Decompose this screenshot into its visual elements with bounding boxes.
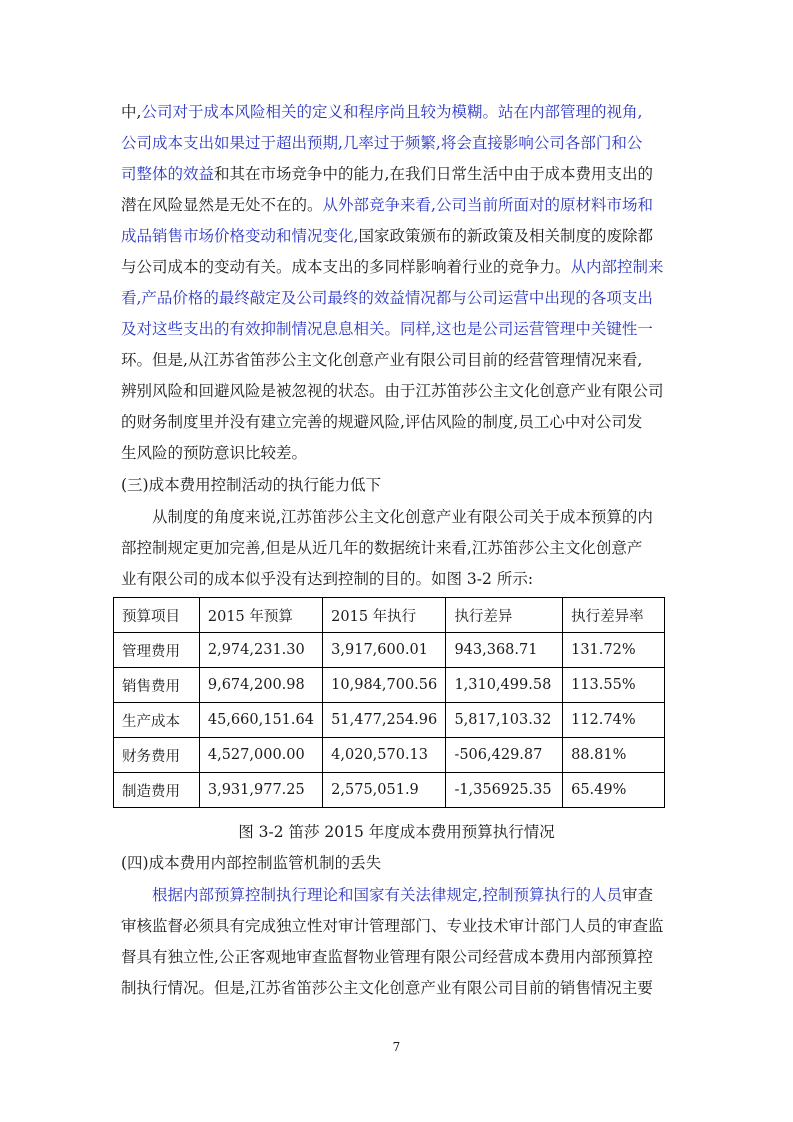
text-line <box>121 128 677 159</box>
table-cell: 65.49% <box>563 773 665 808</box>
table-cell: 9,674,200.98 <box>199 668 322 703</box>
text-line <box>121 564 677 595</box>
section-heading-3: (三)成本费用控制活动的执行能力低下 <box>121 476 382 494</box>
body-text: 的财务制度里并没有建立完善的规避风险,评估风险的制度,员工心中对公司发 <box>121 413 643 431</box>
body-text: 环。但是,从江苏省笛莎公主文化创意产业有限公司目前的经营管理情况来看, <box>121 351 643 369</box>
highlighted-text: 司整体的效益 <box>121 165 215 183</box>
body-text: 国家政策颁布的新政策及相关制度的废除都 <box>358 227 653 245</box>
table-cell: 1,310,499.58 <box>446 668 563 703</box>
table-header-cell: 执行差异 <box>446 598 563 633</box>
section-heading-4: (四)成本费用内部控制监管机制的丢失 <box>121 854 382 872</box>
highlighted-text: 控制预算执行的人员 <box>482 886 622 904</box>
table-row <box>114 738 665 773</box>
text-line <box>121 533 677 564</box>
table-cell: 2,575,051.9 <box>323 773 446 808</box>
body-text: 中, <box>121 103 142 121</box>
text-line <box>121 438 677 469</box>
table-cell: -1,356925.35 <box>446 773 563 808</box>
table-cell: 生产成本 <box>114 703 200 738</box>
table-body <box>114 633 665 808</box>
table-cell: 4,020,570.13 <box>323 738 446 773</box>
table-cell: 51,477,254.96 <box>323 703 446 738</box>
table-cell: 3,917,600.01 <box>323 633 446 668</box>
body-text: 审查 <box>621 886 653 904</box>
table-cell: 3,931,977.25 <box>199 773 322 808</box>
table-header-cell: 2015 年预算 <box>199 598 322 633</box>
figure-caption: 图 3-2 笛莎 2015 年度成本费用预算执行情况 <box>238 823 555 841</box>
text-line <box>121 880 677 911</box>
table-cell: 制造费用 <box>114 773 200 808</box>
highlighted-text: 看,产品价格的最终敲定及公司最终的效益情况都与公司运营中出现的各项支出 <box>121 289 653 307</box>
table-row <box>114 703 665 738</box>
table-cell: 112.74% <box>563 703 665 738</box>
table-cell: 财务费用 <box>114 738 200 773</box>
table-header-row <box>114 598 665 633</box>
body-text: 与公司成本的变动有关。成本支出的多同样影响着行业的竞争力。 <box>121 258 571 276</box>
body-text: 从制度的角度来说,江苏笛莎公主文化创意产业有限公司关于成本预算的内 <box>152 508 653 526</box>
highlighted-text: 公司对于成本风险相关的定义和程序尚且较为模糊。站在内部管理的视角, <box>141 103 643 121</box>
table-cell: 88.81% <box>563 738 665 773</box>
text-line <box>121 221 677 252</box>
body-text: 督具有独立性,公正客观地审查监督物业管理有限公司经营成本费用内部预算控 <box>121 948 653 966</box>
body-text: 和其在市场竞争中的能力,在我们日常生活中由于成本费用支出的 <box>214 165 653 183</box>
table-row <box>114 668 665 703</box>
paragraph-risk-awareness <box>121 97 677 469</box>
table-header-cell: 执行差异率 <box>563 598 665 633</box>
table-cell: 113.55% <box>563 668 665 703</box>
highlighted-text: 从内部控制来 <box>570 258 664 276</box>
highlighted-text: 公司成本支出如果过于超出预期,几率过于频繁,将会直接影响公司各部门和公 <box>121 134 643 152</box>
highlighted-text: 从外部竞争来看,公司当前所面对的原材料市场和 <box>322 196 653 214</box>
text-line <box>121 283 677 314</box>
text-line <box>121 190 677 221</box>
table-header-cell: 2015 年执行 <box>323 598 446 633</box>
page-number: 7 <box>392 1040 401 1054</box>
table-cell: 4,527,000.00 <box>199 738 322 773</box>
body-text: 业有限公司的成本似乎没有达到控制的目的。如图 3-2 所示: <box>121 570 534 588</box>
body-text: 生风险的预防意识比较差。 <box>121 444 308 462</box>
text-line <box>121 942 677 973</box>
text-line <box>121 973 677 1004</box>
table-cell: 销售费用 <box>114 668 200 703</box>
table-cell: -506,429.87 <box>446 738 563 773</box>
table-row <box>114 633 665 668</box>
text-line <box>121 345 677 376</box>
text-line <box>121 159 677 190</box>
text-line <box>121 407 677 438</box>
table-cell: 2,974,231.30 <box>199 633 322 668</box>
body-text: 辨别风险和回避风险是被忽视的状态。由于江苏笛莎公主文化创意产业有限公司 <box>121 382 664 400</box>
table-cell: 943,368.71 <box>446 633 563 668</box>
text-line <box>121 314 677 345</box>
highlighted-text: 及对这些支出的有效抑制情况息息相关。同样,这也是公司运营管理中关键性一 <box>121 320 653 338</box>
paragraph-supervision <box>121 880 677 1004</box>
text-line <box>121 97 677 128</box>
text-line <box>121 911 677 942</box>
body-text: 制执行情况。但是,江苏省笛莎公主文化创意产业有限公司目前的销售情况主要 <box>121 979 653 997</box>
text-line <box>121 502 677 533</box>
budget-execution-table <box>113 597 665 808</box>
table-cell: 5,817,103.32 <box>446 703 563 738</box>
highlighted-text: 成品销售市场价格变动和情况变化, <box>121 227 359 245</box>
table-cell: 131.72% <box>563 633 665 668</box>
body-text: 潜在风险显然是无处不在的。 <box>121 196 323 214</box>
paragraph-budget-control <box>121 502 677 595</box>
body-text: 部控制规定更加完善,但是从近几年的数据统计来看,江苏笛莎公主文化创意产 <box>121 539 643 557</box>
table-cell: 10,984,700.56 <box>323 668 446 703</box>
table-cell: 管理费用 <box>114 633 200 668</box>
table-header-cell: 预算项目 <box>114 598 200 633</box>
body-text: 审核监督必须具有完成独立性对审计管理部门、专业技术审计部门人员的审查监 <box>121 917 664 935</box>
table-cell: 45,660,151.64 <box>199 703 322 738</box>
text-line <box>121 376 677 407</box>
table-row <box>114 773 665 808</box>
text-line <box>121 252 677 283</box>
highlighted-text: 根据内部预算控制执行理论和国家有关法律规定, <box>152 886 483 904</box>
